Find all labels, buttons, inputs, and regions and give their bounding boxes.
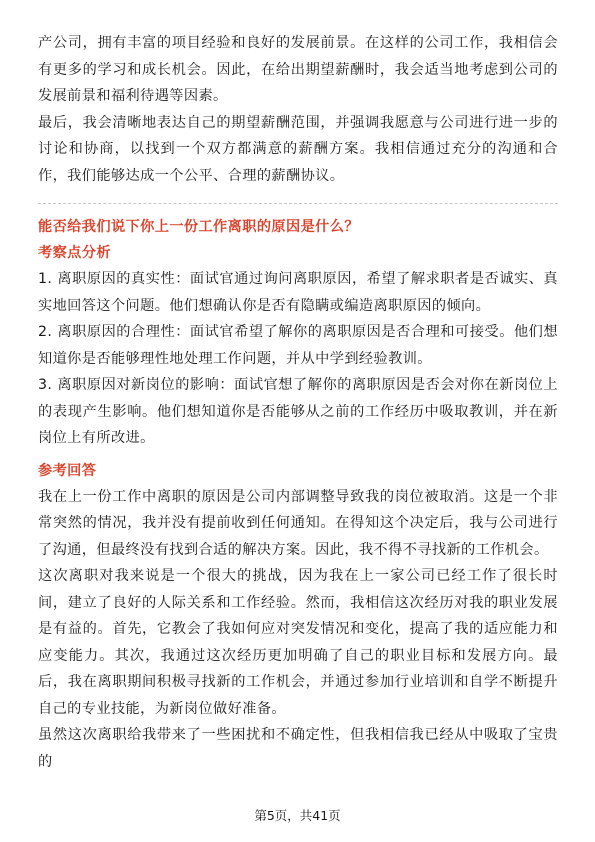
section-divider: [38, 203, 558, 204]
analysis-point: 2. 离职原因的合理性：面试官希望了解你的离职原因是否合理和可接受。他们想知道你是否能够理性地处理工作问题，并从中学到经验教训。: [38, 324, 558, 367]
intro-paragraph: 产公司，拥有丰富的项目经验和良好的发展前景。在这样的公司工作，我相信会有更多的学习和成长机会。因此，在给出期望薪酬时，我会适当地考虑到公司的发展前景和福利待遇等因素。: [38, 35, 558, 104]
page-indicator: 第5页，共41页: [254, 808, 341, 823]
answer-heading: 参考回答: [38, 462, 97, 479]
answer-paragraph: 虽然这次离职给我带来了一些困扰和不确定性，但我相信我已经从中吸取了宝贵的: [38, 727, 558, 770]
document-page: [38, 30, 558, 775]
interview-question: 能否给我们说下你上一份工作离职的原因是什么？: [38, 219, 359, 235]
analysis-point: 1. 离职原因的真实性：面试官通过询问离职原因，希望了解求职者是否诚实、真实地回答这个问题。他们想确认你是否有隐瞒或编造离职原因的倾向。: [38, 271, 558, 314]
analysis-point: 3. 离职原因对新岗位的影响：面试官想了解你的离职原因是否会对你在新岗位上的表现产生影响。他们想知道你是否能够从之前的工作经历中吸取教训，并在新岗位上有所改进。: [38, 377, 558, 446]
intro-paragraph: 最后，我会清晰地表达自己的期望薪酬范围，并强调我愿意与公司进行进一步的讨论和协商，以找到一个双方都满意的薪酬方案。我相信通过充分的沟通和合作，我们能够达成一个公平、合理的薪酬协议。: [38, 114, 558, 184]
answer-paragraph: 我在上一份工作中离职的原因是公司内部调整导致我的岗位被取消。这是一个非常突然的情况，我并没有提前收到任何通知。在得知这个决定后，我与公司进行了沟通，但最终没有找到合适的解决方案。因此，我不得不寻找新的工作机会。: [38, 488, 558, 558]
analysis-heading: 考察点分析: [38, 245, 111, 261]
answer-paragraph: 这次离职对我来说是一个很大的挑战，因为我在上一家公司已经工作了很长时间，建立了良好的人际关系和工作经验。然而，我相信这次经历对我的职业发展是有益的。首先，它教会了我如何应对突发情况和变化，提高了我的适应能力和应变能力。其次，我通过这次经历更加明确了自己的职业目标和发展方向。最后，我在离职期间积极寻找新的工作机会，并通过参加行业培训和自学不断提升自己的专业技能，为新岗位做好准备。: [38, 568, 558, 717]
page-footer: [0, 806, 595, 824]
